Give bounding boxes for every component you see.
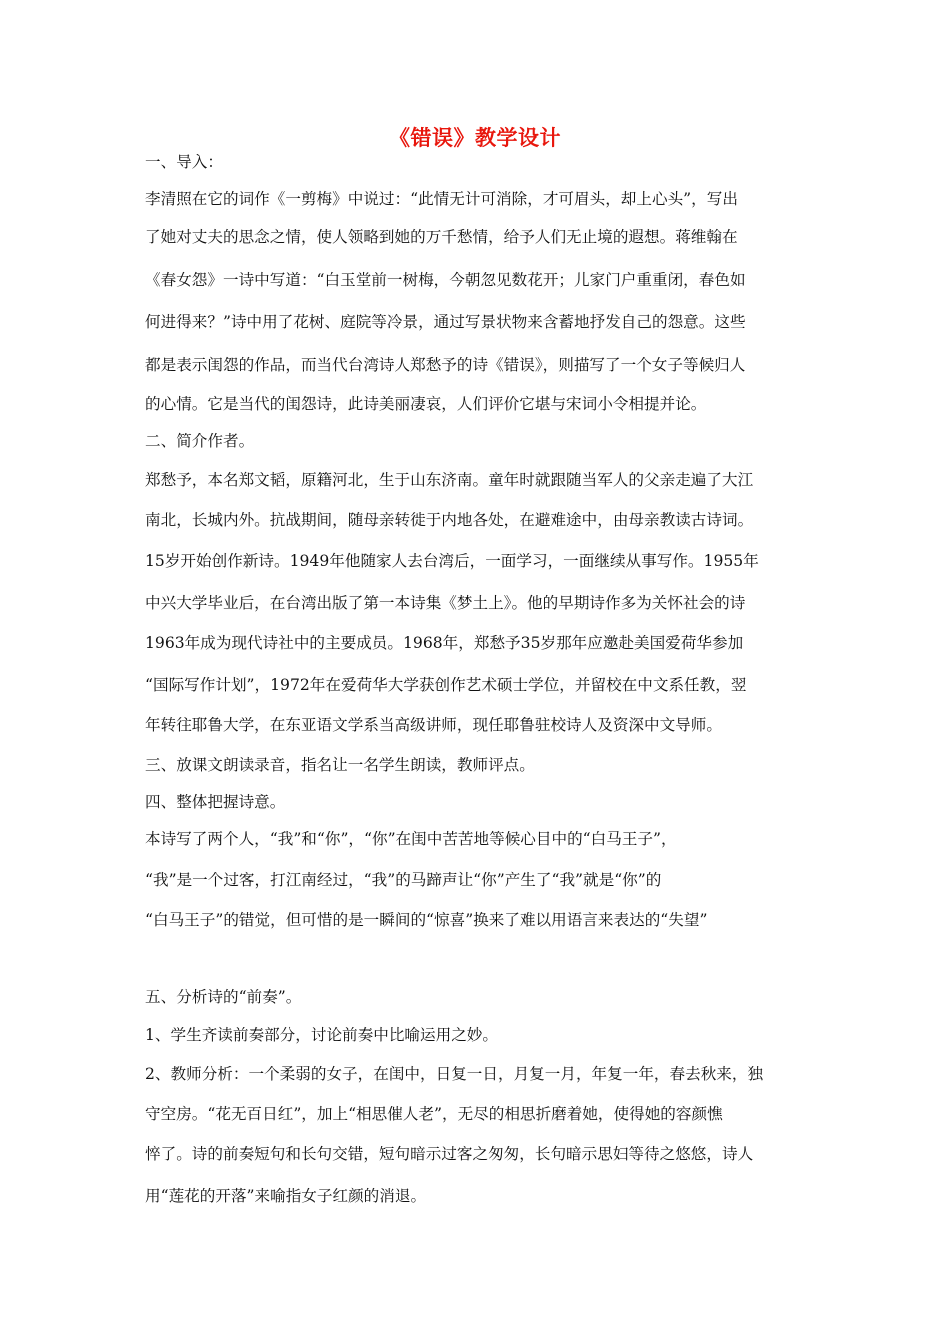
paragraph-line: “白马王子”的错觉，但可惜的是一瞬间的“惊喜”换来了难以用语言来表达的“失望” xyxy=(145,911,708,929)
section-heading-intro: 一、导入： xyxy=(145,153,223,171)
paragraph-line: “我”是一个过客，打江南经过，“我”的马蹄声让“你”产生了“我”就是“你”的 xyxy=(145,871,662,889)
paragraph-line: 都是表示闺怨的作品，而当代台湾诗人郑愁予的诗《错误》，则描写了一个女子等候归人 xyxy=(145,356,746,374)
paragraph-line: 1963年成为现代诗社中的主要成员。1968年，郑愁予35岁那年应邀赴美国爱荷华参加 xyxy=(145,634,744,652)
section-heading-poem-meaning: 四、整体把握诗意。 xyxy=(145,793,286,811)
paragraph-line: 守空房。“花无百日红”，加上“相思催人老”，无尽的相思折磨着她，使得她的容颜憔 xyxy=(145,1105,723,1123)
section-heading-prelude: 五、分析诗的“前奏”。 xyxy=(145,988,302,1006)
paragraph-line: 何进得来？”诗中用了花树、庭院等冷景，通过写景状物来含蓄地抒发自己的怨意。这些 xyxy=(145,313,746,331)
paragraph-line: 《春女怨》一诗中写道：“白玉堂前一树梅，今朝忽见数花开；儿家门户重重闭，春色如 xyxy=(145,271,746,289)
paragraph-line: “国际写作计划”，1972年在爱荷华大学获创作艺术硕士学位，并留校在中文系任教，翌 xyxy=(145,676,747,694)
paragraph-line: 年转往耶鲁大学，在东亚语文学系当高级讲师，现任耶鲁驻校诗人及资深中文导师。 xyxy=(145,716,722,734)
paragraph-line: 本诗写了两个人，“我”和“你”，“你”在闺中苦苦地等候心目中的“白马王子”， xyxy=(145,830,677,848)
paragraph-line: 了她对丈夫的思念之情，使人领略到她的万千愁情，给予人们无止境的遐想。蒋维翰在 xyxy=(145,228,738,246)
list-item: 2、教师分析：一个柔弱的女子，在闺中，日复一日，月复一月，年复一年，春去秋来，独 xyxy=(145,1065,764,1083)
paragraph-line: 15岁开始创作新诗。1949年他随家人去台湾后，一面学习，一面继续从事写作。1955年 xyxy=(145,552,759,570)
paragraph-line: 用“莲花的开落”来喻指女子红颜的消退。 xyxy=(145,1187,427,1205)
section-heading-recording: 三、放课文朗读录音，指名让一名学生朗读，教师评点。 xyxy=(145,756,535,774)
list-item: 1、学生齐读前奏部分，讨论前奏中比喻运用之妙。 xyxy=(145,1026,498,1044)
paragraph-line: 的心情。它是当代的闺怨诗，此诗美丽凄哀，人们评价它堪与宋词小令相提并论。 xyxy=(145,395,707,413)
section-heading-author: 二、简介作者。 xyxy=(145,432,255,450)
paragraph-line: 郑愁予，本名郑文韬，原籍河北，生于山东济南。童年时就跟随当军人的父亲走遍了大江 xyxy=(145,471,754,489)
document-title: 《错误》教学设计 xyxy=(389,125,561,150)
paragraph-line: 南北，长城内外。抗战期间，随母亲转徙于内地各处，在避难途中，由母亲教读古诗词。 xyxy=(145,511,754,529)
paragraph-line: 中兴大学毕业后，在台湾出版了第一本诗集《梦土上》。他的早期诗作多为关怀社会的诗 xyxy=(145,594,746,612)
paragraph-line: 悴了。诗的前奏短句和长句交错，短句暗示过客之匆匆，长句暗示思妇等待之悠悠，诗人 xyxy=(145,1145,754,1163)
paragraph-line: 李清照在它的词作《一剪梅》中说过：“此情无计可消除，才可眉头，却上心头”，写出 xyxy=(145,190,738,208)
